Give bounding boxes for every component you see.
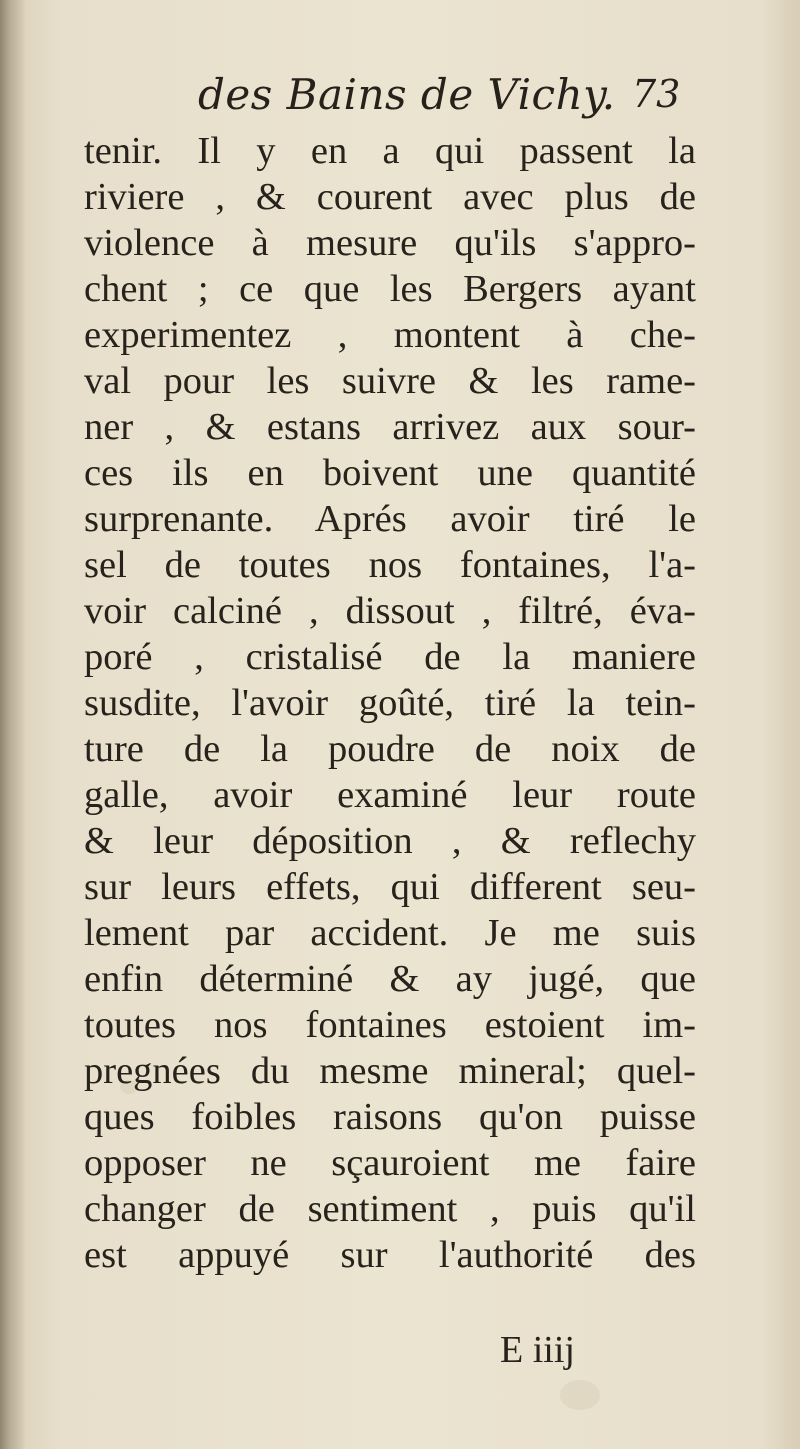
text-line: riviere , & courent avec plus de [84,176,696,218]
text-line: ner , & estans arrivez aux sour- [84,406,696,448]
body-text [84,128,696,1278]
signature-mark: E iiij [500,1329,575,1371]
page-header [0,70,800,130]
text-line: violence à mesure qu'ils s'appro- [84,222,696,264]
running-head: des Bains de Vichy. [198,70,616,119]
text-line: susdite, l'avoir goûté, tiré la tein- [84,682,696,724]
text-line: est appuyé sur l'authorité des [84,1234,696,1276]
text-line: changer de sentiment , puis qu'il [84,1188,696,1230]
text-line: toutes nos fontaines estoient im- [84,1004,696,1046]
text-line: ques foibles raisons qu'on puisse [84,1096,696,1138]
text-line: chent ; ce que les Bergers ayant [84,268,696,310]
text-line: sel de toutes nos fontaines, l'a- [84,544,696,586]
text-line: & leur déposition , & reflechy [84,820,696,862]
text-line: enfin déterminé & ay jugé, que [84,958,696,1000]
text-line: lement par accident. Je me suis [84,912,696,954]
text-line: galle, avoir examiné leur route [84,774,696,816]
text-line: poré , cristalisé de la maniere [84,636,696,678]
text-line: opposer ne sçauroient me faire [84,1142,696,1184]
text-line: ture de la poudre de noix de [84,728,696,770]
page-gutter [0,0,26,1449]
text-line: pregnées du mesme mineral; quel- [84,1050,696,1092]
text-line: ces ils en boivent une quantité [84,452,696,494]
text-line: surprenante. Aprés avoir tiré le [84,498,696,540]
text-line: sur leurs effets, qui different seu- [84,866,696,908]
text-line: val pour les suivre & les rame- [84,360,696,402]
text-line: voir calciné , dissout , filtré, éva- [84,590,696,632]
text-line: tenir. Il y en a qui passent la [84,130,696,172]
paper-stain [560,1380,600,1410]
text-line: experimentez , montent à che- [84,314,696,356]
page-number: 73 [632,72,681,116]
